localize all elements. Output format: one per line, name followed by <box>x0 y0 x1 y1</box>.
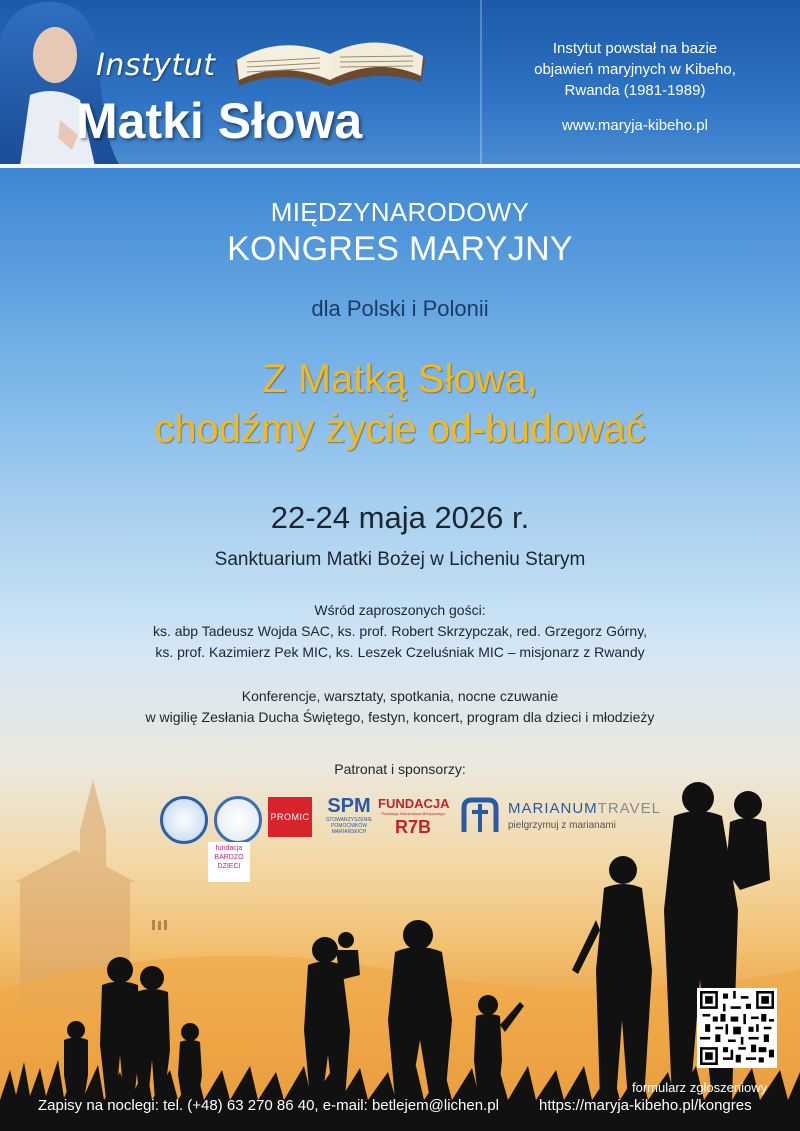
institute-info <box>500 38 770 136</box>
institute-website-link[interactable]: www.maryja-kibeho.pl <box>562 117 708 134</box>
spm-fullname: STOWARZYSZENIE POMOCNIKÓW MARIAŃSKICH <box>325 817 373 835</box>
sponsor-spm-logo <box>324 795 374 841</box>
fundacja-mark: R7B <box>394 817 431 837</box>
open-bible-image <box>225 12 435 98</box>
dzieci-line: DZIECI <box>217 863 241 870</box>
logo-matki-slowa: Matki Słowa <box>76 93 363 149</box>
registration-form-link[interactable]: https://maryja-kibeho.pl/kongres <box>539 1097 752 1114</box>
header-divider <box>480 0 482 168</box>
travel-text: TRAVEL <box>597 800 661 817</box>
guests-line: ks. abp Tadeusz Wojda SAC, ks. prof. Robert Skrzypczak, red. Grzegorz Górny, <box>152 623 648 639</box>
marianum-mark-icon <box>460 796 500 836</box>
registration-qr-code[interactable] <box>697 988 777 1068</box>
marianum-tagline: pielgrzymuj z marianami <box>508 820 616 831</box>
motto-line: Z Matką Słowa, <box>262 357 538 401</box>
sponsor-instytut-logo <box>160 796 208 844</box>
marianum-text: MARIANUM <box>508 800 598 817</box>
program-section <box>0 686 800 728</box>
sponsor-fundacja-logo <box>378 796 448 842</box>
motto-line: chodźmy życie od-budować <box>154 407 646 451</box>
qr-code-icon <box>700 991 774 1065</box>
info-line: objawień maryjnych w Kibeho, <box>534 61 736 78</box>
marianum-name <box>508 800 661 817</box>
fundacja-label: FUNDACJA <box>378 796 450 811</box>
sponsor-sanktuarium-logo <box>214 796 262 844</box>
header-band <box>0 0 800 168</box>
logo-instytut: Instytut <box>96 48 216 83</box>
program-line: Konferencje, warsztaty, spotkania, nocne czuwanie <box>241 688 559 704</box>
sponsor-fundacja-dzieci-logo <box>208 842 250 882</box>
sponsor-marianum-travel-logo <box>460 796 670 840</box>
motto <box>0 354 800 454</box>
info-line: Rwanda (1981-1989) <box>564 82 706 99</box>
audience-text: dla Polski i Polonii <box>311 296 489 321</box>
spm-abbrev: SPM <box>327 795 371 817</box>
sponsors-heading: Patronat i sponsorzy: <box>334 761 466 777</box>
event-place: Sanktuarium Matki Bożej w Licheniu Starym <box>214 549 586 570</box>
fundacja-subtitle: Polskiego Szkolnictwa Medycznego <box>381 811 445 816</box>
accommodation-contact: Zapisy na noclegi: tel. (+48) 63 270 86 40, e-mail: betlejem@lichen.pl <box>38 1097 499 1114</box>
title-congress: KONGRES MARYJNY <box>227 230 573 268</box>
event-date: 22-24 maja 2026 r. <box>270 500 530 535</box>
dzieci-line: BARDZO <box>214 854 244 861</box>
info-line: Instytut powstał na bazie <box>552 40 718 57</box>
registration-form-label: formularz zgłoszeniowy <box>632 1080 768 1095</box>
title-international: MIĘDZYNARODOWY <box>270 197 530 227</box>
dzieci-line: fundacja <box>215 845 243 852</box>
guests-heading: Wśród zaproszonych gości: <box>314 602 486 618</box>
header-stripe <box>0 164 800 168</box>
guests-line: ks. prof. Kazimierz Pek MIC, ks. Leszek Czeluśniak MIC – misjonarz z Rwandy <box>155 644 645 660</box>
program-line: w wigilię Zesłania Ducha Świętego, festyn, koncert, program dla dzieci i młodzieży <box>145 709 655 725</box>
guests-section <box>0 600 800 663</box>
sponsor-promic-logo: PROMIC <box>268 797 312 837</box>
